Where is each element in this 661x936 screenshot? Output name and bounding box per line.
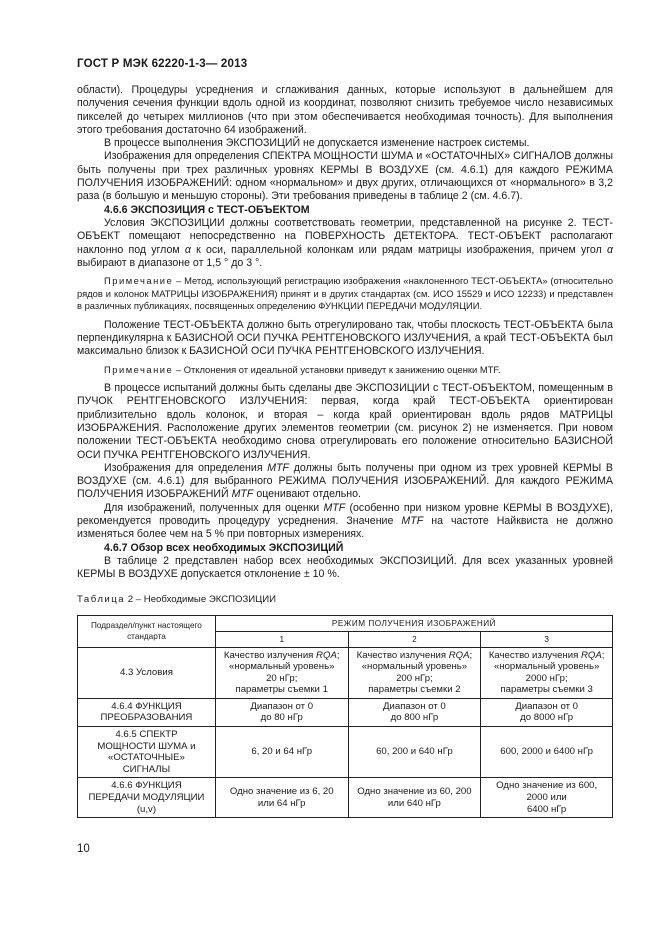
note-label: Примечание <box>104 363 174 375</box>
table-cell: Качество излучения RQA; «нормальный уровень» 20 нГр; параметры съемки 1 <box>215 647 348 698</box>
table-cell: Диапазон от 0 до 800 нГр <box>348 698 481 726</box>
paragraph: области). Процедуры усреднения и сглаживания данных, которые используют в дальнейшем для получения сечения функции вдоль одной из координат, позволяют снизить требуемое число независимых пикселей до четырех миллионов (что при этом обеспечивается необходимая точность). Для выполнения этого требования достаточно 64 изображений. <box>77 84 613 136</box>
table-cell: 600, 2000 и 6400 нГр <box>481 727 613 778</box>
document-page <box>77 58 613 818</box>
table-cell: 60, 200 и 640 нГр <box>348 727 481 778</box>
note: Примечание – Отклонения от идеальной установки приведут к занижению оценки MTF. <box>104 363 501 375</box>
group-header: РЕЖИМ ПОЛУЧЕНИЯ ИЗОБРАЖЕНИЙ <box>215 615 612 631</box>
table-row <box>78 727 613 778</box>
section-heading-4-6-7: 4.6.7 Обзор всех необходимых ЭКСПОЗИЦИЙ <box>104 541 344 554</box>
table-cell: Качество излучения RQA; «нормальный уровень» 2000 нГр; параметры съемки 3 <box>481 647 613 698</box>
column-header: Подраздел/пункт настоящего стандарта <box>78 615 216 647</box>
table-row <box>78 698 613 726</box>
table-cell: Одно значение из 60, 200 или 640 нГр <box>348 778 481 818</box>
paragraph: Изображения для определения СПЕКТРА МОЩНОСТИ ШУМА и «ОСТАТОЧНЫХ» СИГНАЛОВ должны быть получены при трех различных уровнях КЕРМЫ В ВОЗДУХЕ (см. 4.6.1) для каждого РЕЖИМА ПОЛУЧЕНИЯ ИЗОБРАЖЕНИЙ: одном «нормальном» и двух других, отличающихся от «нормального» в 3,2 раза (в большую и меньшую стороны). Эти требования приведены в таблице 2 (см. 4.6.7). <box>77 150 613 203</box>
table-cell: Одно значение из 6, 20 или 64 нГр <box>215 778 348 818</box>
table-cell: Диапазон от 0 до 80 нГр <box>215 698 348 726</box>
table-caption: Таблица 2 – Необходимые ЭКСПОЗИЦИИ <box>77 593 277 605</box>
page-number: 10 <box>77 843 90 855</box>
note-label: Примечание <box>104 275 174 287</box>
paragraph: В процессе выполнения ЭКСПОЗИЦИЙ не допускается изменение настроек системы. <box>104 137 530 150</box>
paragraph: Для изображений, полученных для оценки MTF (особенно при низком уровне КЕРМЫ В ВОЗДУХЕ), рекомендуется проводить процедуру усреднения. Значение MTF на частоте Найквиста не должно изменяться более чем на 5 % при повторных измерениях. <box>77 501 613 541</box>
paragraph: Условия ЭКСПОЗИЦИИ должны соответствовать геометрии, представленной на рисунке 2. ТЕСТ-ОБЪЕКТ помещают непосредственно на ПОВЕРХНОСТЬ ДЕТЕКТОРА. ТЕСТ-ОБЪЕКТ располагают наклонно под углом α к оси, параллельной колонкам или рядам матрицы изображения, причем угол α выбирают в диапазоне от 1,5 ° до 3 °. <box>77 216 613 269</box>
section-heading-4-6-6: 4.6.6 ЭКСПОЗИЦИЯ с ТЕСТ-ОБЪЕКТОМ <box>104 203 310 216</box>
exposures-table <box>77 615 613 819</box>
table-row <box>78 647 613 698</box>
mode-header: 1 <box>215 631 348 647</box>
row-label: 4.6.6 ФУНКЦИЯ ПЕРЕДАЧИ МОДУЛЯЦИИ (u,v) <box>78 778 216 818</box>
table-cell: Одно значение из 600, 2000 или 6400 нГр <box>481 778 613 818</box>
mode-header: 3 <box>481 631 613 647</box>
paragraph: В таблице 2 представлен набор всех необходимых ЭКСПОЗИЦИЙ. Для всех указанных уровней КЕРМЫ В ВОЗДУХЕ допускается отклонение ± 10 %. <box>77 554 613 581</box>
row-label: 4.6.4 ФУНКЦИЯ ПРЕОБРАЗОВАНИЯ <box>78 698 216 726</box>
paragraph: Изображения для определения MTF должны быть получены при одном из трех уровней КЕРМЫ В ВОЗДУХЕ (см. 4.6.1) для выбранного РЕЖИМА ПОЛУЧЕНИЯ ИЗОБРАЖЕНИЙ. Для каждого РЕЖИМА ПОЛУЧЕНИЯ ИЗОБРАЖЕНИЙ MTF оценивают отдельно. <box>77 461 613 501</box>
paragraph: В процессе испытаний должны быть сделаны две ЭКСПОЗИЦИИ с ТЕСТ-ОБЪЕКТОМ, помещенным в ПУЧОК РЕНТГЕНОВСКОГО ИЗЛУЧЕНИЯ: первая, когда край ТЕСТ-ОБЪЕКТА ориентирован приблизительно вдоль колонок, и вторая – когда край ориентирован вдоль рядов МАТРИЦЫ ИЗОБРАЖЕНИЯ. Расположение других элементов геометрии (см. рисунок 2) не изменяется. При новом положении ТЕСТ-ОБЪЕКТА необходимо снова отрегулировать его положение относительно БАЗИСНОЙ ОСИ ПУЧКА РЕНТГЕНОВСКОГО ИЗЛУЧЕНИЯ. <box>77 382 613 461</box>
standard-header: ГОСТ Р МЭК 62220-1-3— 2013 <box>77 58 248 70</box>
note: Примечание – Метод, использующий регистрацию изображения «наклоненного ТЕСТ-ОБЪЕКТА» (относительно рядов и колонок МАТРИЦЫ ИЗОБРАЖЕНИЯ) принят и в других стандартах (см. ИСО 15529 и ИСО 12233) и представлен в различных публикациях, посвященных определению ФУНКЦИИ ПЕРЕДАЧИ МОДУЛЯЦИИ. <box>77 275 613 312</box>
table-row <box>78 778 613 818</box>
table-header-row <box>78 615 613 631</box>
table-cell: Диапазон от 0 до 8000 нГр <box>481 698 613 726</box>
body-text <box>77 84 613 582</box>
table-cell: 6, 20 и 64 нГр <box>215 727 348 778</box>
row-label: 4.6.5 СПЕКТР МОЩНОСТИ ШУМА и «ОСТАТОЧНЫЕ» СИГНАЛЫ <box>78 727 216 778</box>
table-cell: Качество излучения RQA; «нормальный уровень» 200 нГр; параметры съемки 2 <box>348 647 481 698</box>
paragraph: Положение ТЕСТ-ОБЪЕКТА должно быть отрегулировано так, чтобы плоскость ТЕСТ-ОБЪЕКТА была перпендикулярна к БАЗИСНОЙ ОСИ ПУЧКА РЕНТГЕНОВСКОГО ИЗЛУЧЕНИЯ, а край ТЕСТ-ОБЪЕКТА был максимально близок к БАЗИСНОЙ ОСИ ПУЧКА РЕНТГЕНОВСКОГО ИЗЛУЧЕНИЯ. <box>77 318 613 358</box>
mode-header: 2 <box>348 631 481 647</box>
row-label: 4.3 Условия <box>78 647 216 698</box>
